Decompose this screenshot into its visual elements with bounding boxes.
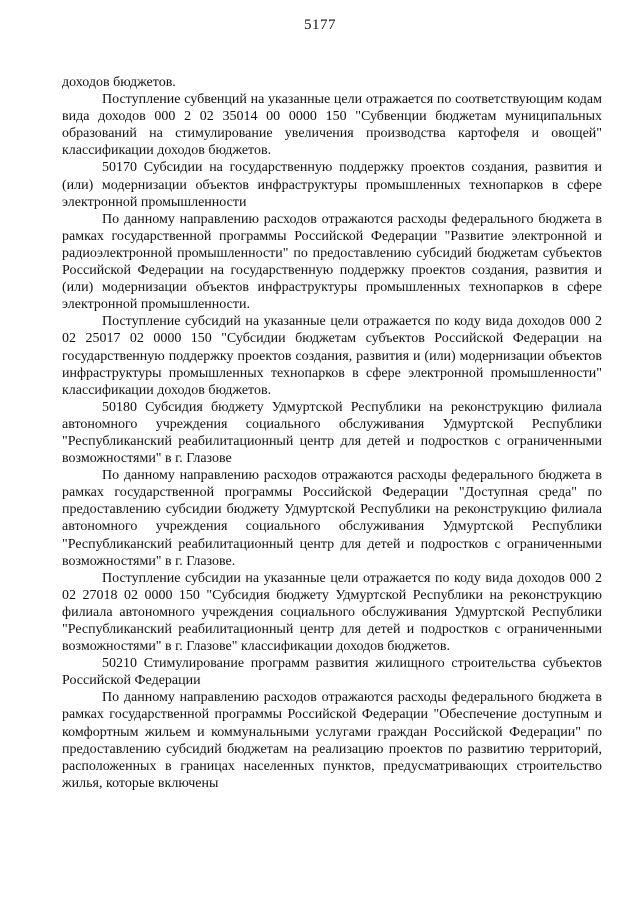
- paragraph-50170-receipt: Поступление субсидий на указанные цели отражается по коду вида доходов 000 2 02 25017 02 0000 150 "Субсидии бюджетам субъектов Российской Федерации на государственную поддержку проектов создания, развития и (или) модернизации объектов инфраструктуры промышленных технопарков в сфере электронной промышленности" классификации доходов бюджетов.: [62, 314, 602, 398]
- paragraph-50180-receipt: Поступление субсидии на указанные цели отражается по коду вида доходов 000 2 02 27018 02 0000 150 "Субсидия бюджету Удмуртской Республики на реконструкцию филиала автономного учреждения социального обслуживания Удмуртской Республики "Республиканский реабилитационный центр для детей и подростков с ограниченными возможностями" в г. Глазове" классификации доходов бюджетов.: [62, 570, 602, 655]
- section-heading-50180: 50180 Субсидия бюджету Удмуртской Республики на реконструкцию филиала автономного учреждения социального обслуживания Удмуртской Республики "Республиканский реабилитационный центр для детей и подростков с ограниченными возможностями" в г. Глазове: [62, 399, 602, 467]
- paragraph-subvention-receipt: Поступление субвенций на указанные цели отражается по соответствующим кодам вида доходов 000 2 02 35014 00 0000 150 "Субвенции бюджетам муниципальных образований на стимулирование увеличения производства картофеля и овощей" классификации доходов бюджетов.: [62, 92, 602, 159]
- paragraph-50210-description: По данному направлению расходов отражаются расходы федерального бюджета в рамках государственной программы Российской Федерации "Обеспечение доступным и комфортным жильем и коммунальными услугами граждан Российской Федерации" по предоставлению субсидий бюджетам на реализацию проектов по развитию территорий, расположенных в границах населенных пунктов, предусматривающих строительство жилья, которые включены: [62, 690, 602, 791]
- page-number: 5177: [304, 17, 336, 33]
- document-body: [62, 74, 602, 792]
- paragraph-continuation: доходов бюджетов.: [62, 75, 176, 90]
- paragraph-50170-description: По данному направлению расходов отражаются расходы федерального бюджета в рамках государственной программы Российской Федерации "Развитие электронной и радиоэлектронной промышленности" по предоставлению субсидий бюджетам субъектов Российской Федерации на государственную поддержку проектов создания, развития и (или) модернизации объектов инфраструктуры промышленных технопарков в сфере электронной промышленности.: [62, 211, 602, 313]
- paragraph-50180-description: По данному направлению расходов отражаются расходы федерального бюджета в рамках государственной программы Российской Федерации "Доступная среда" по предоставлению субсидии бюджету Удмуртской Республики на реконструкцию филиала автономного учреждения социального обслуживания Удмуртской Республики "Республиканский реабилитационный центр для детей и подростков с ограниченными возможностями" в г. Глазове.: [62, 468, 602, 569]
- section-heading-50170: 50170 Субсидии на государственную поддержку проектов создания, развития и (или) модернизации объектов инфраструктуры промышленных технопарков в сфере электронной промышленности: [62, 160, 602, 210]
- section-heading-50210: 50210 Стимулирование программ развития жилищного строительства субъектов Российской Федерации: [62, 656, 602, 689]
